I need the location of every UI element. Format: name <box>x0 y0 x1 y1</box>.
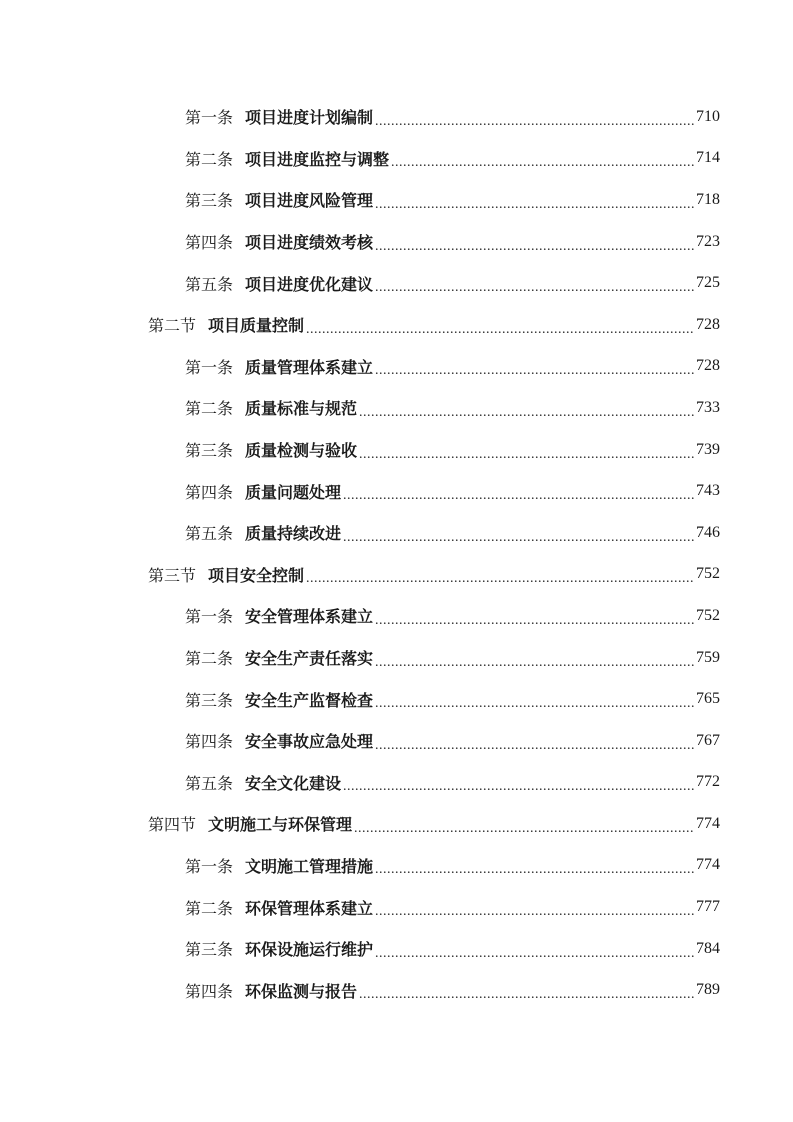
dot-leader <box>359 983 694 999</box>
toc-article-entry[interactable] <box>0 387 720 429</box>
toc-article-entry[interactable] <box>0 845 720 887</box>
toc-entry-page-number: 710 <box>696 107 720 125</box>
toc-entry-page-number: 728 <box>696 357 720 375</box>
dot-leader <box>375 734 694 750</box>
dot-leader <box>306 567 694 583</box>
toc-entry-page-number: 772 <box>696 773 720 791</box>
toc-article-entry[interactable] <box>0 470 720 512</box>
dot-leader <box>375 110 694 126</box>
dot-leader <box>375 692 694 708</box>
toc-entry-title: 文明施工与环保管理 <box>208 815 353 835</box>
toc-entry-title: 文明施工管理措施 <box>245 856 374 876</box>
toc-entry-page-number: 777 <box>696 898 720 916</box>
toc-entry-page-number: 774 <box>696 856 720 874</box>
dot-leader <box>343 775 694 791</box>
toc-entry-title: 安全事故应急处理 <box>245 732 374 752</box>
toc-entry-number: 第一条 <box>185 357 234 377</box>
toc-article-entry[interactable] <box>0 346 720 388</box>
toc-entry-page-number: 725 <box>696 274 720 292</box>
toc-entry-page-number: 739 <box>696 440 720 458</box>
toc-entry-page-number: 765 <box>696 690 720 708</box>
toc-entry-number: 第一条 <box>185 607 234 627</box>
toc-article-entry[interactable] <box>0 720 720 762</box>
toc-section-entry[interactable] <box>0 554 720 596</box>
toc-entry-title: 质量持续改进 <box>245 524 342 544</box>
toc-entry-number: 第四条 <box>185 732 234 752</box>
toc-entry-page-number: 767 <box>696 731 720 749</box>
toc-section-entry[interactable] <box>0 803 720 845</box>
toc-entry-page-number: 714 <box>696 149 720 167</box>
dot-leader <box>343 484 694 500</box>
toc-entry-number: 第二条 <box>185 149 234 169</box>
toc-entry-title: 环保监测与报告 <box>245 981 358 1001</box>
toc-entry-title: 安全生产监督检查 <box>245 690 374 710</box>
toc-article-entry[interactable] <box>0 595 720 637</box>
toc-entry-number: 第二条 <box>185 399 234 419</box>
dot-leader <box>391 151 694 167</box>
toc-entry-title: 质量问题处理 <box>245 482 342 502</box>
toc-entry-page-number: 743 <box>696 482 720 500</box>
toc-entry-title: 项目进度计划编制 <box>245 108 374 128</box>
dot-leader <box>375 609 694 625</box>
toc-article-entry[interactable] <box>0 262 720 304</box>
dot-leader <box>375 193 694 209</box>
toc-entry-title: 环保设施运行维护 <box>245 940 374 960</box>
dot-leader <box>306 318 694 334</box>
toc-entry-title: 质量检测与验收 <box>245 441 358 461</box>
dot-leader <box>375 359 694 375</box>
toc-article-entry[interactable] <box>0 221 720 263</box>
toc-entry-number: 第四条 <box>185 981 234 1001</box>
toc-entry-number: 第二节 <box>148 316 197 336</box>
toc-entry-title: 项目进度绩效考核 <box>245 233 374 253</box>
dot-leader <box>375 651 694 667</box>
toc-article-entry[interactable] <box>0 678 720 720</box>
toc-entry-number: 第三条 <box>185 940 234 960</box>
toc-entry-number: 第二条 <box>185 649 234 669</box>
toc-entry-number: 第五条 <box>185 773 234 793</box>
toc-entry-number: 第四条 <box>185 233 234 253</box>
toc-entry-number: 第四节 <box>148 815 197 835</box>
toc-entry-title: 项目质量控制 <box>208 316 305 336</box>
toc-article-entry[interactable] <box>0 928 720 970</box>
toc-entry-number: 第一条 <box>185 856 234 876</box>
toc-article-entry[interactable] <box>0 138 720 180</box>
toc-entry-number: 第一条 <box>185 108 234 128</box>
toc-entry-title: 项目安全控制 <box>208 565 305 585</box>
toc-article-entry[interactable] <box>0 886 720 928</box>
toc-article-entry[interactable] <box>0 429 720 471</box>
toc-article-entry[interactable] <box>0 637 720 679</box>
dot-leader <box>375 942 694 958</box>
toc-entry-page-number: 718 <box>696 190 720 208</box>
dot-leader <box>359 443 694 459</box>
toc-entry-title: 安全管理体系建立 <box>245 607 374 627</box>
toc-article-entry[interactable] <box>0 762 720 804</box>
toc-entry-page-number: 752 <box>696 606 720 624</box>
toc-entry-page-number: 789 <box>696 981 720 999</box>
toc-article-entry[interactable] <box>0 969 720 1011</box>
dot-leader <box>354 817 694 833</box>
toc-entry-title: 安全生产责任落实 <box>245 649 374 669</box>
toc-entry-title: 质量标准与规范 <box>245 399 358 419</box>
dot-leader <box>375 900 694 916</box>
dot-leader <box>375 235 694 251</box>
toc-article-entry[interactable] <box>0 512 720 554</box>
toc-entry-number: 第三条 <box>185 690 234 710</box>
dot-leader <box>343 526 694 542</box>
toc-entry-page-number: 733 <box>696 398 720 416</box>
toc-article-entry[interactable] <box>0 179 720 221</box>
toc-entry-page-number: 759 <box>696 648 720 666</box>
toc-entry-number: 第三条 <box>185 441 234 461</box>
toc-entry-number: 第五条 <box>185 274 234 294</box>
toc-entry-title: 质量管理体系建立 <box>245 357 374 377</box>
dot-leader <box>359 401 694 417</box>
toc-entry-number: 第五条 <box>185 524 234 544</box>
toc-entry-title: 项目进度风险管理 <box>245 191 374 211</box>
toc-entry-title: 环保管理体系建立 <box>245 898 374 918</box>
toc-entry-number: 第四条 <box>185 482 234 502</box>
table-of-contents <box>0 96 793 1011</box>
toc-entry-page-number: 728 <box>696 315 720 333</box>
toc-section-entry[interactable] <box>0 304 720 346</box>
toc-entry-title: 项目进度监控与调整 <box>245 149 390 169</box>
toc-entry-page-number: 723 <box>696 232 720 250</box>
toc-entry-number: 第三条 <box>185 191 234 211</box>
toc-entry-page-number: 774 <box>696 814 720 832</box>
toc-entry-title: 项目进度优化建议 <box>245 274 374 294</box>
toc-entry-page-number: 784 <box>696 939 720 957</box>
toc-entry-title: 安全文化建设 <box>245 773 342 793</box>
dot-leader <box>375 276 694 292</box>
toc-entry-number: 第三节 <box>148 565 197 585</box>
toc-entry-page-number: 752 <box>696 565 720 583</box>
toc-entry-number: 第二条 <box>185 898 234 918</box>
toc-article-entry[interactable] <box>0 96 720 138</box>
toc-entry-page-number: 746 <box>696 523 720 541</box>
dot-leader <box>375 858 694 874</box>
